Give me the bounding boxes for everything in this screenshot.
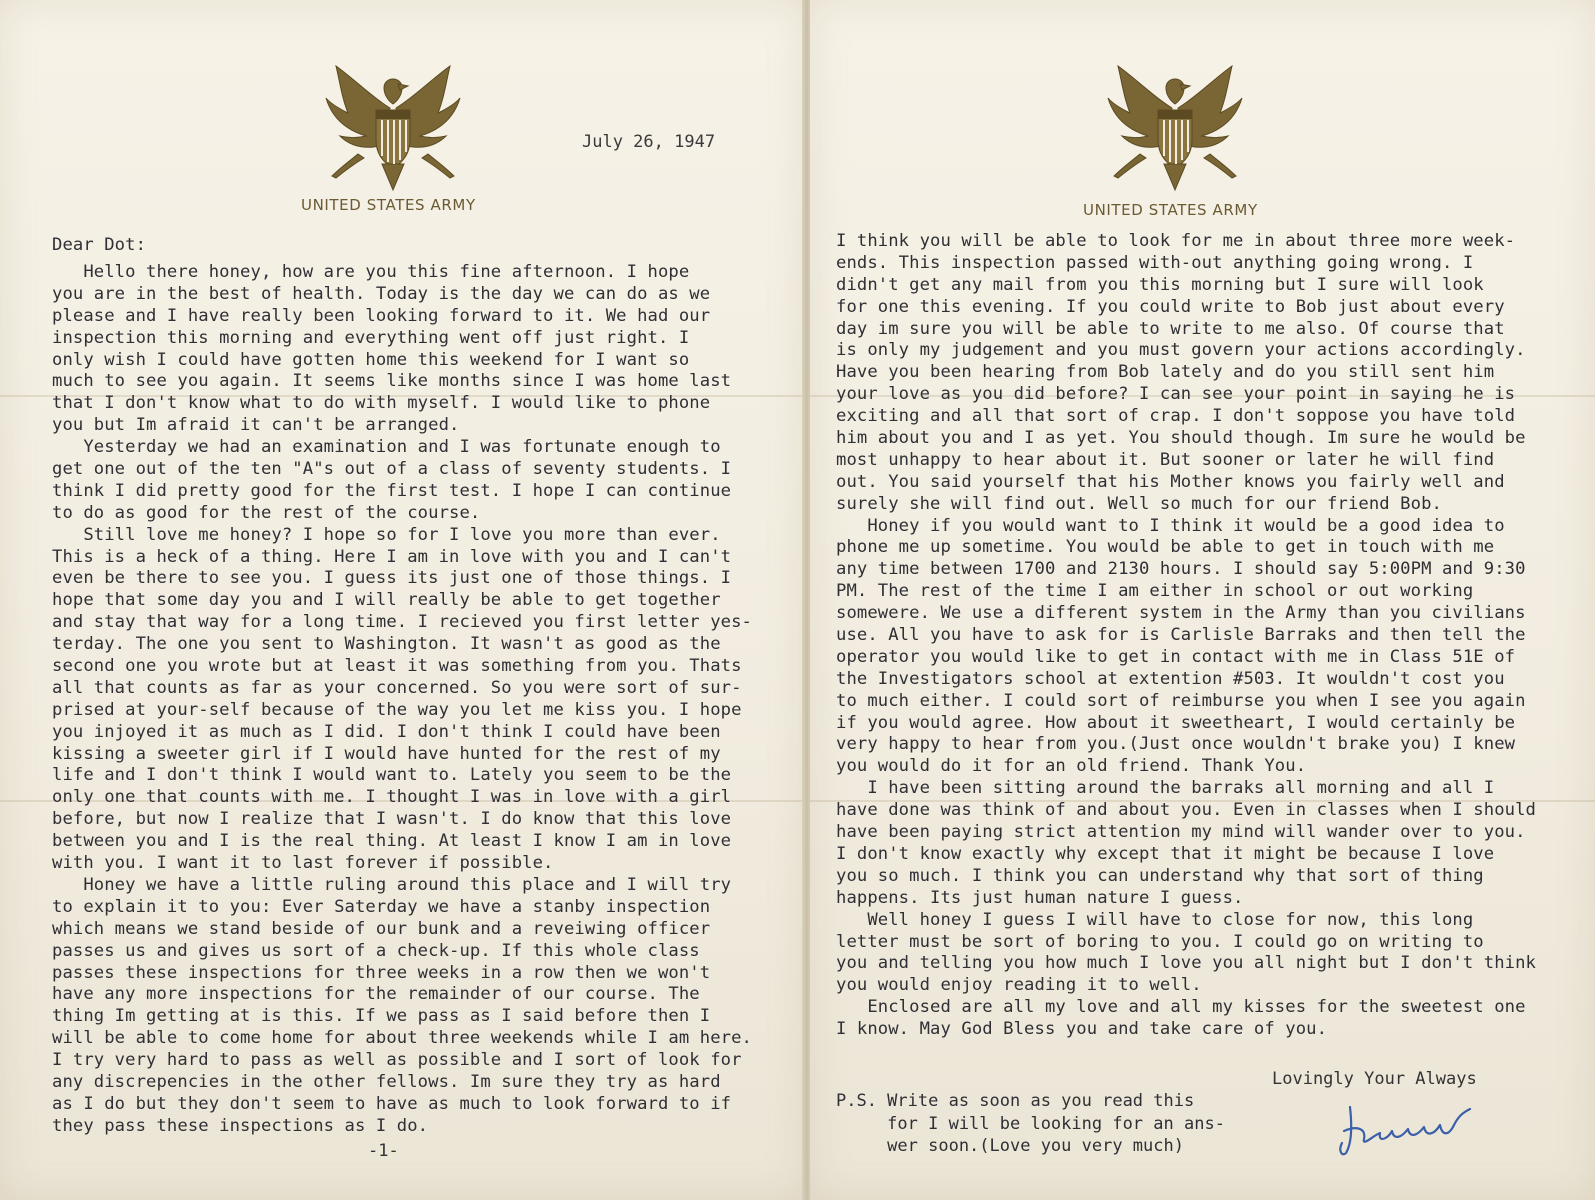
text-line: somewere. We use a different system in the Army than you civilians — [836, 603, 1526, 624]
text-line: even be there to see you. I guess its just one of those things. I — [52, 568, 732, 589]
text-line: PM. The rest of the time I am either in school or out working — [836, 581, 1474, 602]
signature — [1330, 1095, 1510, 1165]
text-line: Hello there honey, how are you this fine afternoon. I hope — [52, 262, 690, 282]
text-line: thing Im getting at is this. If we pass as I said before then I — [52, 1006, 711, 1027]
salutation: Dear Dot: — [52, 235, 147, 255]
letterhead-org: UNITED STATES ARMY — [301, 196, 476, 214]
text-line: to much either. I could sort of reimburse you when I see you again — [836, 690, 1526, 711]
text-line: hope that some day you and I will really be able to get together — [52, 590, 721, 611]
text-line: exciting and all that sort of crap. I don't soppose you have told — [836, 406, 1516, 427]
text-line: any discrepencies in the other fellows. Im sure they try as hard — [52, 1071, 721, 1092]
text-line: to do as good for the rest of the course. — [52, 502, 481, 523]
text-line: prised at your-self because of the way you let me kiss you. I hope — [52, 699, 742, 720]
text-line: you would do it for an old friend. Thank You. — [836, 756, 1307, 777]
text-line: operator you would like to get in contact with me in Class 51E of — [836, 646, 1516, 667]
text-line: kissing a sweeter girl if I would have hunted for the rest of my — [52, 743, 721, 764]
text-line: I don't know exactly why except that it might be because I love — [836, 843, 1495, 864]
text-line: terday. The one you sent to Washington. It wasn't as good as the — [52, 634, 721, 655]
text-line: you would enjoy reading it to well. — [836, 975, 1202, 996]
closing: Lovingly Your Always — [1272, 1069, 1477, 1089]
text-line: inspection this morning and everything went off just right. I — [52, 327, 690, 348]
text-line: you are in the best of health. Today is the day we can do as we — [52, 283, 711, 304]
text-line: get one out of the ten "A"s out of a class of seventy students. I — [52, 459, 732, 480]
text-line: you injoyed it as much as I did. I don't think I could have been — [52, 721, 721, 742]
text-line: wer soon.(Love you very much) — [836, 1136, 1184, 1156]
text-line: Well honey I guess I will have to close for now, this long — [836, 909, 1474, 930]
letter-page-2 — [810, 0, 1595, 1200]
text-line: letter must be sort of boring to you. I could go on writing to — [836, 931, 1484, 952]
text-line: I have been sitting around the barraks all morning and all I — [836, 778, 1495, 799]
text-line: I know. May God Bless you and take care of you. — [836, 1019, 1328, 1040]
text-line: that I don't know what to do with myself. I would like to phone — [52, 393, 711, 414]
text-line: before, but now I realize that I wasn't. I do know that this love — [52, 809, 732, 830]
text-line: second one you wrote but at least it was something from you. Thats — [52, 656, 742, 677]
text-line: if you would agree. How about it sweetheart, I would certainly be — [836, 712, 1516, 733]
text-line: think I did pretty good for the first test. I hope I can continue — [52, 480, 732, 501]
text-line: out. You said yourself that his Mother knows you fairly well and — [836, 471, 1505, 492]
postscript — [836, 1090, 1225, 1158]
text-line: day im sure you will be able to write to me also. Of course that — [836, 318, 1505, 339]
text-line: Honey if you would want to I think it would be a good idea to — [836, 515, 1505, 536]
text-line: very happy to hear from you.(Just once wouldn't brake you) I knew — [836, 734, 1516, 755]
text-line: Still love me honey? I hope so for I love you more than ever. — [52, 524, 721, 545]
text-line: between you and I is the real thing. At least I know I am in love — [52, 831, 732, 852]
text-line: as I do but they don't seem to have as much to look forward to if — [52, 1093, 732, 1114]
text-line: I try very hard to pass as well as possible and I sort of look for — [52, 1050, 742, 1071]
text-line: please and I have really been looking forward to it. We had our — [52, 305, 711, 326]
text-line: life and I don't think I would want to. Lately you seem to be the — [52, 765, 732, 786]
text-line: phone me up sometime. You would be able to get in touch with me — [836, 537, 1495, 558]
text-line: have been paying strict attention my mind will wander over to you. — [836, 822, 1526, 843]
text-line: all that counts as far as your concerned. So you were sort of sur- — [52, 677, 742, 698]
text-line: will be able to come home for about three weekends while I am here. — [52, 1028, 752, 1049]
text-line: use. All you have to ask for is Carlisle Barraks and then tell the — [836, 625, 1526, 646]
letter-date: July 26, 1947 — [582, 132, 716, 152]
text-line: have any more inspections for the remainder of our course. The — [52, 984, 700, 1005]
eagle-seal-icon — [1100, 58, 1250, 198]
text-line: him about you and I as yet. You should though. Im sure he would be — [836, 428, 1526, 449]
text-line: surely she will find out. Well so much for our friend Bob. — [836, 493, 1442, 514]
letter-body-page-2 — [836, 231, 1536, 1041]
text-line: you so much. I think you can understand why that sort of thing — [836, 865, 1484, 886]
text-line: any time between 1700 and 2130 hours. I should say 5:00PM and 9:30 — [836, 559, 1526, 580]
text-line: much to see you again. It seems like months since I was home last — [52, 371, 732, 392]
text-line: Enclosed are all my love and all my kisses for the sweetest one — [836, 997, 1526, 1018]
text-line: most unhappy to hear about it. But sooner or later he will find — [836, 449, 1495, 470]
text-line: Have you been hearing from Bob lately and do you still sent him — [836, 362, 1495, 383]
text-line: happens. Its just human nature I guess. — [836, 887, 1244, 908]
text-line: the Investigators school at extention #503. It wouldn't cost you — [836, 668, 1505, 689]
eagle-seal-icon — [318, 58, 468, 198]
text-line: didn't get any mail from you this morning but I sure will look — [836, 274, 1484, 295]
text-line: for I will be looking for an ans- — [836, 1113, 1225, 1134]
text-line: passes us and gives us sort of a check-up. If this whole class — [52, 940, 700, 961]
text-line: P.S. Write as soon as you read this — [836, 1091, 1195, 1111]
text-line: have done was think of and about you. Even in classes when I should — [836, 800, 1536, 821]
text-line: which means we stand beside of our bunk and a reveiwing officer — [52, 918, 711, 939]
text-line: This is a heck of a thing. Here I am in love with you and I can't — [52, 546, 732, 567]
text-line: they pass these inspections as I do. — [52, 1115, 429, 1136]
text-line: I think you will be able to look for me in about three more week- — [836, 231, 1516, 251]
letter-body-page-1 — [52, 262, 752, 1138]
text-line: passes these inspections for three weeks in a row then we won't — [52, 962, 711, 983]
text-line: Yesterday we had an examination and I was fortunate enough to — [52, 437, 721, 458]
text-line: to explain it to you: Ever Saterday we have a stanby inspection — [52, 896, 711, 917]
text-line: Honey we have a little ruling around this place and I will try — [52, 874, 732, 895]
letterhead-org: UNITED STATES ARMY — [1083, 201, 1258, 219]
text-line: only one that counts with me. I thought I was in love with a girl — [52, 787, 732, 808]
text-line: is only my judgement and you must govern your actions accordingly. — [836, 340, 1526, 361]
text-line: you but Im afraid it can't be arranged. — [52, 415, 460, 436]
text-line: with you. I want it to last forever if possible. — [52, 853, 554, 874]
text-line: for one this evening. If you could write to Bob just about every — [836, 296, 1505, 317]
text-line: ends. This inspection passed with-out anything going wrong. I — [836, 252, 1474, 273]
page-number: -1- — [368, 1141, 399, 1161]
text-line: only wish I could have gotten home this weekend for I want so — [52, 349, 690, 370]
text-line: your love as you did before? I can see your point in saying he is — [836, 384, 1516, 405]
text-line: you and telling you how much I love you all night but I don't think — [836, 953, 1536, 974]
text-line: and stay that way for a long time. I recieved you first letter yes- — [52, 612, 752, 633]
